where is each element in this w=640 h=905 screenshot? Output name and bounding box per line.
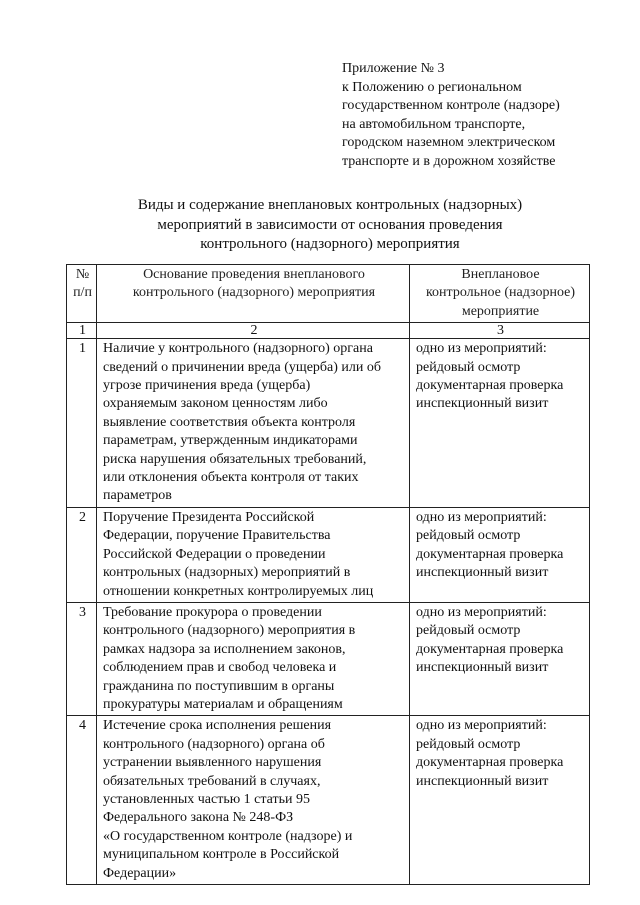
table-row [67,507,590,602]
appendix-line: государственном контроле (надзоре) [342,98,560,114]
event-line: рейдовый осмотр [416,736,521,752]
column-number-row [67,323,590,339]
event-line: одно из мероприятий: [416,341,547,357]
title-line: мероприятий в зависимости от основания проведения [157,216,503,233]
basis-line: обязательных требований в случаях, [103,773,321,789]
row-basis [97,602,410,715]
basis-line: Требование прокурора о проведении [103,604,322,620]
basis-line: риска нарушения обязательных требований, [103,451,367,467]
row-number: 1 [67,339,97,508]
table-row [67,602,590,715]
row-number: 2 [67,507,97,602]
title-line: контрольного (надзорного) мероприятия [200,236,460,252]
event-line: документарная проверка [416,755,564,771]
header-event-line: мероприятие [461,303,540,319]
header-number [67,265,97,323]
table-row [67,339,590,508]
appendix-line: на автомобильном транспорте, [342,116,526,132]
basis-line: контрольных (надзорных) мероприятий в [103,565,351,581]
event-line: одно из мероприятий: [416,718,547,734]
basis-line: рамках надзора за исполнением законов, [103,641,346,657]
column-number: 1 [67,323,97,339]
table-header-row [67,265,590,323]
basis-line: контрольного (надзорного) мероприятия в [103,623,356,639]
header-basis [97,265,410,323]
row-event [410,716,590,885]
event-line: одно из мероприятий: [416,604,547,620]
row-event [410,507,590,602]
row-number: 4 [67,716,97,885]
basis-line: Федерального закона № 248-ФЗ [103,810,294,826]
basis-line: Истечение срока исполнения решения [103,718,332,734]
basis-line: гражданина по поступившим в органы [103,678,335,694]
basis-line: Российской Федерации о проведении [103,546,326,562]
header-event-line: контрольное (надзорное) [425,285,576,301]
column-number: 2 [97,323,410,339]
appendix-line: к Положению о региональном [342,79,522,95]
appendix-line: Приложение № 3 [342,61,445,76]
event-line: документарная проверка [416,641,564,657]
event-line: инспекционный визит [416,565,549,581]
basis-line: или отклонения объекта контроля от таких [103,470,359,486]
basis-line: выявление соответствия объекта контроля [103,414,356,430]
row-basis [97,716,410,885]
basis-line: отношении конкретных контролируемых лиц [103,583,374,599]
basis-line: параметрам, утвержденным индикаторами [103,433,358,449]
appendix-line: транспорте и в дорожном хозяйстве [342,153,556,169]
header-basis-line: Основание проведения внепланового [143,267,365,282]
header-basis-line: контрольного (надзорного) мероприятия [132,285,376,301]
event-line: рейдовый осмотр [416,623,521,639]
row-basis [97,339,410,508]
event-line: инспекционный визит [416,773,549,789]
basis-line: контрольного (надзорного) органа об [103,736,325,752]
basis-line: Поручение Президента Российской [103,509,315,525]
event-line: рейдовый осмотр [416,528,521,544]
document-title [60,196,600,255]
basis-line: сведений о причинении вреда (ущерба) или об [103,359,382,375]
event-line: инспекционный визит [416,660,549,676]
basis-line: угрозе причинения вреда (ущерба) [103,378,311,394]
basis-line: Федерации, поручение Правительства [103,528,331,544]
row-event [410,602,590,715]
table-row [67,716,590,885]
row-number: 3 [67,602,97,715]
basis-line: Наличие у контрольного (надзорного) органа [103,341,373,357]
basis-line: устранении выявленного нарушения [103,755,322,771]
event-line: документарная проверка [416,546,564,562]
event-line: инспекционный визит [416,396,549,412]
appendix-line: городском наземном электрическом [342,135,556,151]
row-basis [97,507,410,602]
basis-line: параметров [103,488,172,504]
header-event-line: Внеплановое [461,267,540,282]
basis-line: установленных частью 1 статьи 95 [103,791,311,807]
basis-line: Федерации» [103,865,177,881]
appendix-note [342,60,632,172]
basis-line: охраняемым законом ценностям либо [103,396,328,412]
row-event [410,339,590,508]
event-line: одно из мероприятий: [416,509,547,525]
event-line: документарная проверка [416,378,564,394]
event-line: рейдовый осмотр [416,359,521,375]
header-number-line: № [75,267,90,282]
basis-line: муниципальном контроле в Российской [103,847,340,863]
basis-line: прокуратуры материалам и обращениям [103,696,343,712]
basis-line: «О государственном контроле (надзоре) и [103,828,353,844]
title-line: Виды и содержание внеплановых контрольных (надзорных) [137,197,523,213]
inspection-types-table [66,264,590,885]
header-number-line: п/п [73,284,92,300]
header-event [410,265,590,323]
column-number: 3 [410,323,590,339]
basis-line: соблюдением прав и свобод человека и [103,660,337,676]
